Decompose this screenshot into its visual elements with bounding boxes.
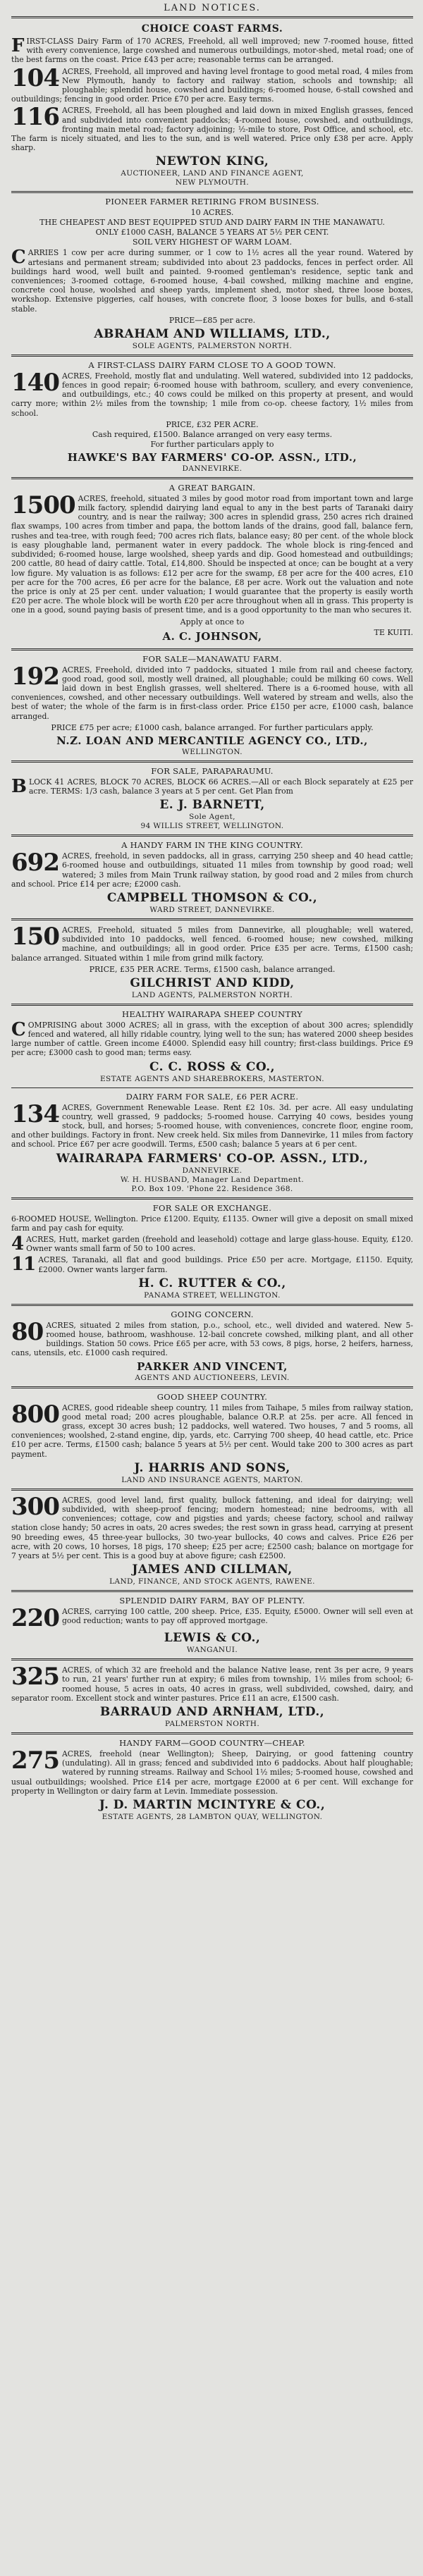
advert-pioneer-farmer: [11, 191, 413, 354]
listing-lead: C: [11, 1018, 25, 1040]
listing-lead: 300: [11, 1492, 59, 1521]
listing-text: ACRES, Freehold, mostly flat and undulating. Well watered, subdivided into 12 paddocks, fences in good repair; 6-roomed house with bathroom, scullery, and every convenience, and outbuildings, etc.; 40 cows could be milked on this property at present, and would carry more; within 2½ miles from the township; 1 mile from co-op. cheese factory, 1½ miles from school.: [11, 371, 413, 418]
advertiser-name: HAWKE'S BAY FARMERS' CO-OP. ASSN., LTD.,: [67, 450, 357, 464]
agent-line: ESTATE AGENTS AND SHAREBROKERS, MASTERTON.: [99, 1074, 324, 1083]
listing-lead: C: [11, 247, 25, 269]
listing-paragraph: [11, 248, 413, 313]
listing-text: LOCK 41 ACRES, BLOCK 70 ACRES, BLOCK 66 ACRES.—All or each Block separately at £25 per acre. TERMS: 1/3 cash, balance 3 years at 5 per cent. Get Plan from: [28, 777, 413, 796]
listing-lead: 11: [11, 1254, 36, 1276]
advertiser-name: CAMPBELL THOMSON & CO.,: [106, 890, 318, 905]
agent-line: WANGANUI.: [186, 1646, 238, 1655]
listing-paragraph: [11, 491, 413, 615]
advertiser-name: BARRAUD AND ARNHAM, LTD.,: [99, 1705, 325, 1720]
listing-paragraph: [11, 1492, 413, 1561]
listing-lead: 80: [11, 1317, 44, 1346]
listing-lead: 800: [11, 1400, 59, 1429]
price-line: PRICE, £35 PER ACRE. Terms, £1500 cash, balance arranged.: [89, 964, 336, 974]
listing-lead: F: [11, 35, 24, 56]
agent-line: PALMERSTON NORTH.: [164, 1720, 260, 1729]
listing-paragraph: [11, 368, 413, 418]
listing-text: OMPRISING about 3000 ACRES; all in grass, with the exception of about 300 acres; splendidly fenced and watered, all hilly ridable country, lying well to the sun; has watered 2000 sheep besides large number of cattle. Green income £4000. Splendid easy hill country; first-class buildings. Price £9 per acre; £3000 cash to good man; terms easy.: [11, 1020, 413, 1058]
listing-text: ACRES, Freehold, situated 5 miles from Dannevirke, all ploughable; well watered, subdivided into 10 paddocks, well fenced. 6-roomed house; new cowshed, milking machine, and outbuildings; all in good order. Price £35 per acre. Terms, £1500 cash; balance arranged. Situated within 1 mile from grind milk factory.: [11, 925, 413, 963]
advertiser-name: E. J. BARNETT,: [159, 798, 265, 813]
listing-text: ARRIES 1 cow per acre during summer, or 1 cow to 1½ acres all the year round. Watered by artesians and permanent stream; subdivided into about 23 paddocks, fences in perfect order. All buildings hard wood, well built and painted. 9-roomed gentleman's residence, septic tank and conveniences; 3-roomed cottage, 6-roomed house, 4-bail cowshed, milking machine and engine, concrete cool house, woolshed and sheep yards, implement shed, motor shed, three loose boxes, workshop. Extensive piggeries, calf houses, with concrete floor, 3 loose boxes for bulls, and 6-stall stable.: [11, 248, 413, 314]
price-line: Apply at once to: [180, 617, 245, 627]
listing-text: ACRES, freehold (near Wellington); Sheep, Dairying, or good fattening country (undulating). All in grass; fenced and subdivided into 6 paddocks. About half ploughable; watered by running streams. Railway and School 1½ miles; 5-roomed house, cowshed and usual outbuildings; woolshed. Price £14 per acre, mortgage £2000 at 6 per cent. Will exchange for property in Wellington or dairy farm at Levin. Immediate possession.: [11, 1749, 413, 1796]
advert-headline: HANDY FARM—GOOD COUNTRY—CHEAP.: [119, 1738, 305, 1749]
agent-line: ESTATE AGENTS, 28 LAMBTON QUAY, WELLINGTON.: [102, 1813, 323, 1822]
agent-line: LAND, FINANCE, AND STOCK AGENTS, RAWENE.: [109, 1577, 315, 1586]
listing-paragraph: [11, 1255, 413, 1274]
advertiser-name: NEWTON KING,: [155, 154, 269, 169]
listing-lead: 692: [11, 849, 59, 877]
advertiser-name: JAMES AND CILLMAN,: [132, 1563, 293, 1577]
listing-text: ACRES, Freehold, all has been ploughed and laid down in mixed English grasses, fenced and subdivided into convenient paddocks; 4-roomed house, cowshed, and outbuildings, fronting main metal road; factory adjoining; ½-mile to store, Post Office, and school, etc. The farm is nicely situated, and lies to the sun, and is well watered. Price only £38 per acre. Apply sharp.: [11, 106, 413, 153]
advert-paraparaumu: [11, 760, 413, 834]
listing-text: ACRES, Hutt, market garden (freehold and leasehold) cottage and large glass-house. Equity, £120. Owner wants small farm of 50 to 100 acres.: [26, 1235, 413, 1254]
advert-subline: THE CHEAPEST AND BEST EQUIPPED STUD AND DAIRY FARM IN THE MANAWATU.: [39, 218, 385, 228]
advert-headline: FOR SALE OR EXCHANGE.: [152, 1202, 272, 1213]
listing-lead: 325: [11, 1663, 59, 1691]
advertiser-row: [11, 628, 413, 643]
listing-paragraph: [11, 1604, 413, 1633]
advertiser-name: A. C. JOHNSON,: [162, 629, 262, 643]
listing-paragraph: [11, 1099, 413, 1150]
advert-native-lease: [11, 1658, 413, 1732]
listing-text: ACRES, of which 32 are freehold and the balance Native lease, rent 3s per acre, 9 years to run, 21 years' further run at expiry; 6 miles from township, 1½ miles from school; 6-roomed house, 5 acres in oats, 40 acres in grass, well subdivided, cowshed, dairy, and separator room. Excellent stock and winter pastures. Price £11 an acre, £1500 cash.: [11, 1665, 413, 1703]
price-line: PRICE, £32 PER ACRE.: [166, 419, 259, 429]
listing-text: 6-ROOMED HOUSE, Wellington. Price £1200. Equity, £1135. Owner will give a deposit on small mixed farm and pay cash for equity.: [11, 1214, 413, 1233]
listing-text: ACRES, Taranaki, all flat and good buildings. Price £50 per acre. Mortgage, £1150. Equity, £2000. Owner wants larger farm.: [38, 1255, 413, 1274]
advertiser-name: LEWIS & CO.,: [164, 1631, 261, 1646]
advert-choice-coast-farms: [11, 16, 413, 191]
listing-paragraph: [11, 922, 413, 963]
listing-text: ACRES, good rideable sheep country, 11 miles from Taihape, 5 miles from railway station, good metal road; 200 acres ploughable, balance O.R.P. at 25s. per acre. All fenced in grass, except 30 acres bush; 12 paddocks, well watered. Two houses, 7 and 5 rooms, all conveniences; woolshed, 2-stand engine, dip, yards, etc. Carrying 700 sheep, 40 head cattle, etc. Price £10 per acre. Terms, £1500 cash; balance 5 years at 5½ per cent. Would take 200 to 300 acres as part payment.: [11, 1403, 413, 1459]
listing-paragraph: [11, 103, 413, 153]
agent-line: W. H. HUSBAND, Manager Land Department.: [120, 1175, 305, 1184]
advert-headline: GOING CONCERN.: [171, 1309, 254, 1319]
terms-line: Cash required, £1500. Balance arranged on very easy terms.: [92, 429, 333, 439]
agent-line: WELLINGTON.: [182, 747, 243, 756]
advert-headline: A GREAT BARGAIN.: [168, 482, 256, 493]
advert-manawatu-farm: [11, 648, 413, 760]
agent-line: DANNEVIRKE.: [182, 1166, 243, 1175]
advert-dannevirke-dairy: [11, 918, 413, 1004]
listing-text: IRST-CLASS Dairy Farm of 170 ACRES, Freehold, all well improved; new 7-roomed house, fitted with every convenience, large cowshed and numerous outbuildings, motor-shed, metal road; one of the best farms on the coast. Price £43 per acre; reasonable terms can be arranged.: [11, 37, 413, 65]
advert-wairarapa-dairy: [11, 1087, 413, 1197]
advert-headline: PIONEER FARMER RETIRING FROM BUSINESS.: [105, 197, 319, 207]
agent-line: AUCTIONEER, LAND AND FINANCE AGENT,: [121, 169, 304, 178]
price-line: PRICE—£85 per acre.: [168, 315, 256, 325]
listing-text: ACRES, Freehold, all improved and having level frontage to good metal road, 4 miles from New Plymouth, handy to factory and railway station, schools and township; all ploughable; splendid house, cowshed and buildings; 6-roomed house, 6-stall cowshed and outbuildings; fencing in good order. Price £70 per acre. Easy terms.: [11, 66, 413, 104]
listing-lead: 1500: [11, 491, 75, 519]
advert-going-concern: [11, 1304, 413, 1386]
agent-line: Sole Agent,: [189, 813, 235, 822]
advert-headline: A HANDY FARM IN THE KING COUNTRY.: [121, 840, 303, 851]
agent-line: NEW PLYMOUTH.: [175, 178, 250, 187]
advertiser-name: ABRAHAM AND WILLIAMS, LTD.,: [94, 326, 331, 341]
advert-subline: ONLY £1000 CASH, BALANCE 5 YEARS AT 5½ PER CENT.: [95, 228, 329, 238]
advertiser-name: J. D. MARTIN MCINTYRE & CO.,: [99, 1798, 326, 1813]
advertiser-name: N.Z. LOAN AND MERCANTILE AGENCY CO., LTD.,: [56, 734, 368, 747]
listing-paragraph: [11, 777, 413, 796]
agent-line: P.O. Box 109. 'Phone 22. Residence 368.: [131, 1184, 293, 1193]
listing-paragraph: [11, 1665, 413, 1703]
advert-subline: SOIL VERY HIGHEST OF WARM LOAM.: [132, 238, 292, 247]
advertiser-name: WAIRARAPA FARMERS' CO-OP. ASSN., LTD.,: [56, 1151, 369, 1166]
price-line: PRICE £75 per acre; £1000 cash, balance arranged. For further particulars apply.: [51, 722, 374, 732]
advertiser-name: H. C. RUTTER & CO.,: [138, 1276, 286, 1290]
advert-headline: HEALTHY WAIRARAPA SHEEP COUNTRY: [122, 1009, 302, 1019]
listing-text: ACRES, freehold, in seven paddocks, all in grass, carrying 250 sheep and 40 head cattle; 6-roomed house and outbuildings, situated 11 miles from township by good road; well watered; 3 miles from Main Trunk railway station, by good road and 2 miles from church and school. Price £14 per acre; £2000 cash.: [11, 851, 413, 889]
listing-lead: 140: [11, 368, 59, 397]
listing-lead: 116: [11, 103, 59, 132]
listing-lead: 104: [11, 63, 59, 92]
listing-lead: 4: [11, 1233, 24, 1255]
listing-lead: 192: [11, 662, 59, 691]
agent-line: TE KUITI.: [374, 627, 413, 637]
advertiser-name: GILCHRIST AND KIDD,: [130, 975, 295, 990]
listing-text: ACRES, good level land, first quality, bullock fattening, and ideal for dairying; well subdivided, with sheep-proof fencing; modern homestead; nine bedrooms, with all conveniences; cottage, cow and pigsties and yards; cheese factory, school and railway station close handy; 50 acres in oats, 20 acres swedes; the rest sown in grass head, carrying at present 90 breeding ewes, 45 three-year bullocks, 30 two-year bullocks, 40 cows and calves. Price £26 per acre, with 20 cows, 10 horses, 18 pigs, 170 sheep; £25 per acre; £2500 cash; balance on mortgage for 7 years at 5½ per cent. This is a good buy at above figure; cash £2500.: [11, 1495, 413, 1561]
agent-line: PANAMA STREET, WELLINGTON.: [144, 1290, 281, 1300]
listing-paragraph: [11, 63, 413, 104]
advert-sale-or-exchange: [11, 1197, 413, 1304]
listing-paragraph: [11, 1214, 413, 1233]
listing-paragraph: [11, 1018, 413, 1058]
advert-great-bargain: [11, 477, 413, 648]
listing-lead: 150: [11, 922, 59, 951]
advert-bay-of-plenty: [11, 1590, 413, 1658]
advertiser-name: PARKER AND VINCENT,: [137, 1360, 288, 1373]
advert-headline: A FIRST-CLASS DAIRY FARM CLOSE TO A GOOD TOWN.: [88, 359, 336, 370]
advertiser-name: C. C. ROSS & CO.,: [149, 1059, 276, 1074]
advert-headline: SPLENDID DAIRY FARM, BAY OF PLENTY.: [119, 1596, 305, 1606]
listing-paragraph: [11, 1235, 413, 1253]
advert-headline: CHOICE COAST FARMS.: [141, 23, 283, 35]
advert-king-country: [11, 834, 413, 918]
listing-lead: 220: [11, 1604, 59, 1633]
agent-line: LAND AGENTS, PALMERSTON NORTH.: [131, 990, 293, 999]
advert-first-class-dairy: [11, 355, 413, 477]
advert-rawene: [11, 1489, 413, 1590]
listing-paragraph: [11, 851, 413, 889]
agent-line: LAND AND INSURANCE AGENTS, MARTON.: [121, 1475, 303, 1484]
advert-good-sheep-country: [11, 1386, 413, 1489]
listing-lead: B: [11, 775, 26, 797]
listing-paragraph: [11, 1400, 413, 1459]
agent-line: DANNEVIRKE.: [182, 464, 243, 473]
listing-text: ACRES, Freehold, divided into 7 paddocks, situated 1 mile from rail and cheese factory, good road, good soil, mostly well drained, all ploughable; could be milking 60 cows. Well laid down in best English grasses, well sheltered. There is a 6-roomed house, with all conveniences, cowshed, and other necessary outbuildings. Well watered by stream and wells, also the best of water; the whole of the farm is in first-class order. Price £150 per acre, £1000 cash, balance arranged.: [11, 665, 413, 721]
advert-wairarapa-sheep: [11, 1004, 413, 1087]
advert-headline: FOR SALE, PARAPARAUMU.: [151, 765, 274, 776]
section-title: LAND NOTICES.: [164, 3, 261, 13]
advert-subline: 10 ACRES.: [190, 208, 234, 218]
listing-text: ACRES, freehold, situated 3 miles by good motor road from important town and large milk factory, splendid dairying land equal to any in the best parts of Taranaki dairy country, and is near the railway; 300 acres in splendid grass, 250 acres rich drained flax swamps, 100 acres from timber and papa, the bottom lands of the drains, good fall, balance fern, rushes and tea-tree, with rough feed; 700 acres rich flats, balance easy; 80 per cent. of the whole block is easy ploughable land, permanent water in every paddock. The whole block is ring-fenced and subdivided; 6-roomed house, large woolshed, sheep yards and dip. Good homestead and outbuildings; 200 cattle, 80 head of dairy cattle. Total, £14,800. Should be inspected at once; can be bought at a very low figure. My valuation is as follows: £12 per acre for the swamp, £8 per acre for the 400 acres, £10 per acre for the 700 acres, £6 per acre for the balance, £8 per acre. Work out the valuation and note the price is only at 25 per cent. under valuation; I would guarantee that the property is easily worth £20 per acre. The whole block will be worth £20 per acre throughout when all in grass. This property is one in a good, sound paying basis of present time, and is a good opportunity to the man who secures it.: [11, 493, 413, 615]
listing-lead: 275: [11, 1746, 59, 1775]
agent-line: WARD STREET, DANNEVIRKE.: [149, 905, 275, 914]
listing-paragraph: [11, 1746, 413, 1796]
listing-paragraph: [11, 662, 413, 721]
advert-headline: GOOD SHEEP COUNTRY.: [157, 1391, 268, 1402]
listing-text: ACRES, carrying 100 cattle, 200 sheep. Price, £35. Equity, £5000. Owner will sell even at good reduction; wants to pay off approved mortgage.: [61, 1607, 413, 1626]
spacer: [11, 628, 162, 643]
advert-headline: FOR SALE—MANAWATU FARM.: [142, 653, 282, 664]
advertiser-name: J. HARRIS AND SONS,: [134, 1460, 290, 1475]
listing-lead: 134: [11, 1099, 59, 1128]
terms-line: For further particulars apply to: [150, 439, 274, 449]
listing-text: ACRES, situated 2 miles from station, p.o., school, etc., well divided and watered. New 5-roomed house, bathroom, washhouse. 12-bail concrete cowshed, milking plant, and all other buildings. Station 50 cows. Price £65 per acre, with 53 cows, 8 pigs, horse, 2 heifers, harness, cans, utensils, etc. £1000 cash required.: [11, 1320, 413, 1358]
advert-headline: DAIRY FARM FOR SALE, £6 PER ACRE.: [125, 1091, 299, 1102]
listing-text: ACRES, Government Renewable Lease. Rent £2 10s. 3d. per acre. All easy undulating country, well grassed, 9 paddocks; 5-roomed house. Carrying 40 cows, besides young stock, bull, and horses; 5-roomed house, with conveniences, concrete floor, engine room, and other buildings. Factory in front. New creek held. Six miles from Dannevirke, 11 miles from factory and school. Price £67 per acre goodwill. Terms, £500 cash; balance 5 years at 6 per cent.: [11, 1102, 413, 1150]
agent-line: 94 WILLIS STREET, WELLINGTON.: [140, 822, 284, 831]
listing-paragraph: [11, 37, 413, 65]
listing-paragraph: [11, 1317, 413, 1358]
agent-line: SOLE AGENTS, PALMERSTON NORTH.: [132, 341, 293, 350]
agent-line: AGENTS AND AUCTIONEERS, LEVIN.: [135, 1373, 290, 1382]
advert-handy-farm: [11, 1732, 413, 1825]
